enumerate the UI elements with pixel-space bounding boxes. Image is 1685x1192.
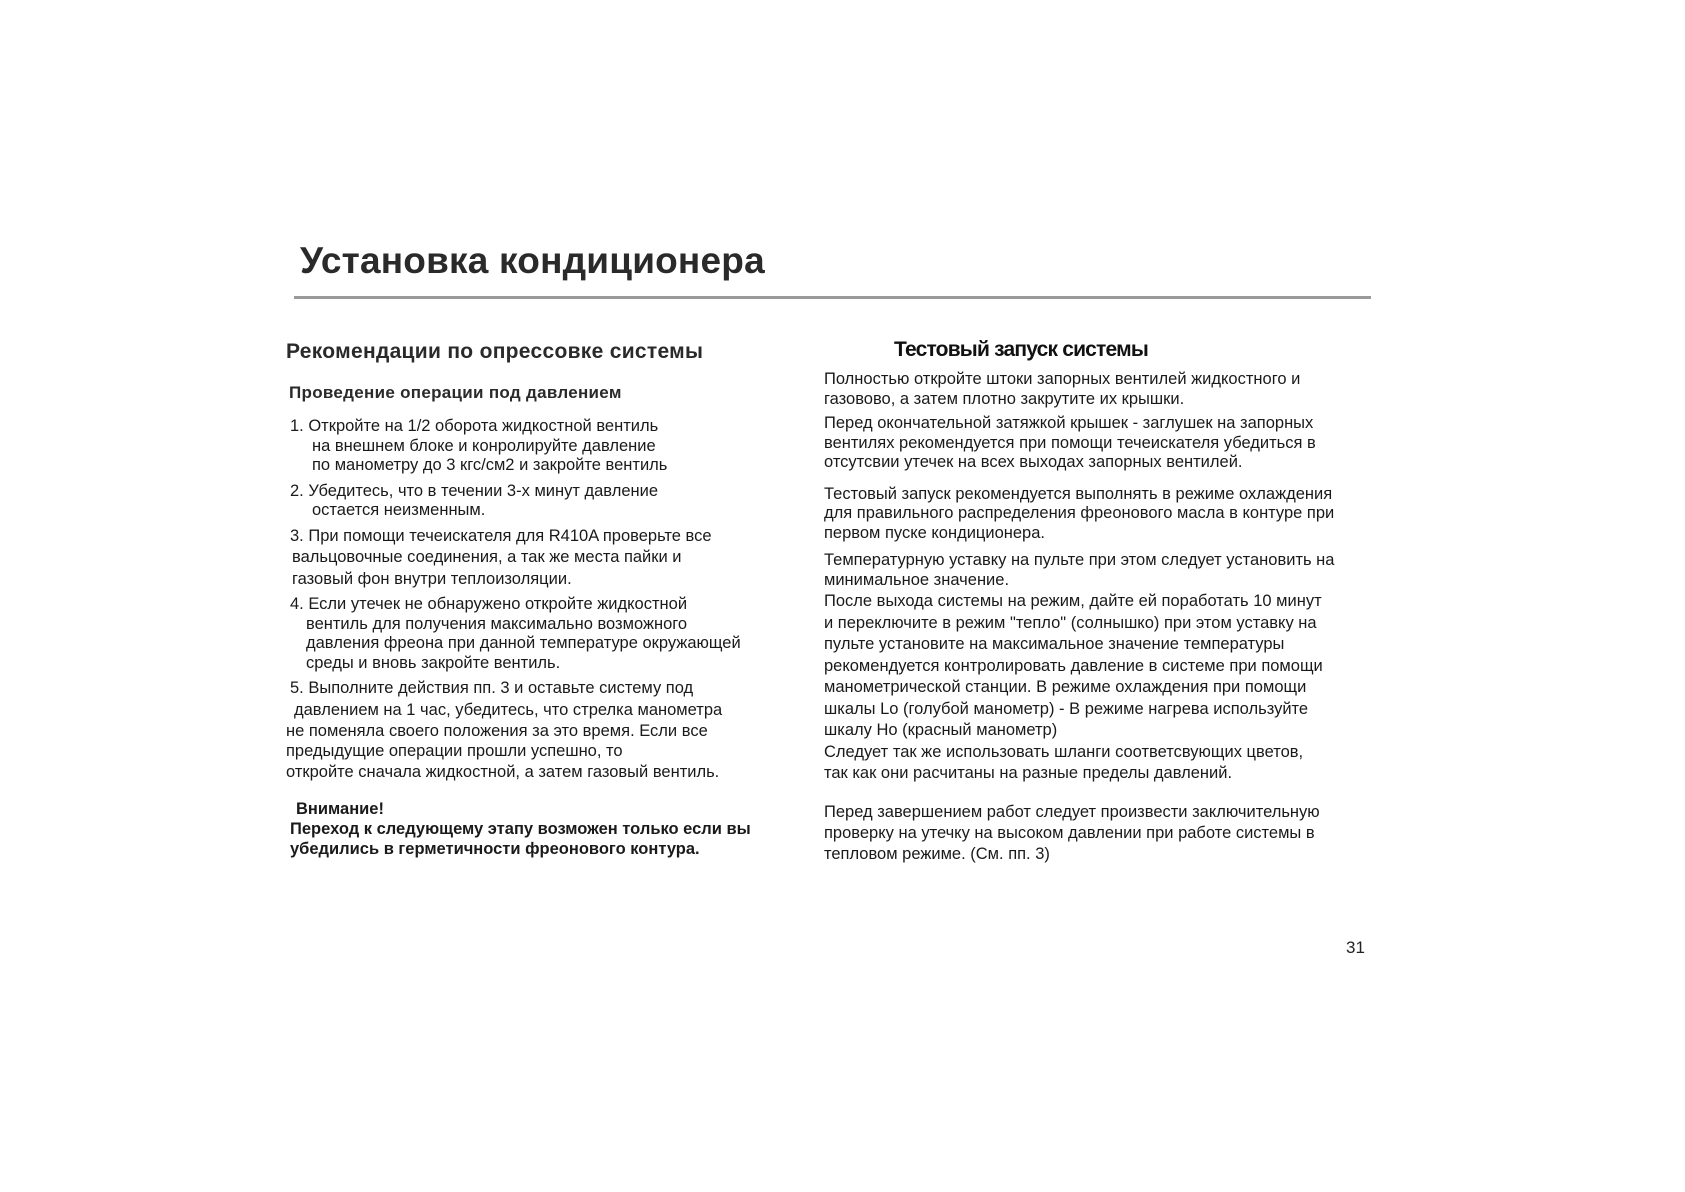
step-line: 2. Убедитесь, что в течении 3-х минут давление [290, 481, 659, 500]
paragraph-line: После выхода системы на режим, дайте ей поработать 10 минут [824, 592, 1322, 610]
paragraph-line: тепловом режиме. (См. пп. 3) [824, 844, 1050, 863]
step-2 [286, 482, 826, 521]
paragraph-line: для правильного распределения фреонового масла в контуре при [824, 504, 1335, 522]
step-line: среды и вновь закройте вентиль. [306, 653, 561, 672]
paragraph-line: отсутсвии утечек на всех выходах запорных вентилей. [824, 453, 1243, 471]
paragraph-line: шкалу Ho (красный манометр) [824, 721, 1058, 739]
paragraph-line: шкалы Lo (голубой манометр) - В режиме нагрева используйте [824, 699, 1309, 718]
step-line: 4. Если утечек не обнаружено откройте жидкостной [290, 595, 688, 613]
warning-line: Переход к следующему этапу возможен только если вы [290, 819, 751, 838]
paragraph-4 [824, 551, 1399, 784]
step-line: 3. При помощи течеискателя для R410A проверьте все [290, 526, 712, 545]
test-run-heading: Тестовый запуск системы [894, 338, 1149, 361]
step-line: вальцовочные соединения, а так же места пайки и [292, 548, 682, 566]
pressure-test-heading: Рекомендации по опрессовке системы [286, 340, 704, 363]
paragraph-3 [824, 485, 1399, 544]
step-line: 1. Откройте на 1/2 оборота жидкостной вентиль [290, 417, 659, 435]
pressure-operation-subheading: Проведение операции под давлением [289, 383, 622, 402]
paragraph-line: рекомендуется контролировать давление в системе при помощи [824, 656, 1323, 675]
paragraph-line: минимальное значение. [824, 570, 1010, 589]
paragraph-line: проверку на утечку на высоком давлении при работе системы в [824, 823, 1315, 842]
paragraph-line: Следует так же использовать шланги соответсвующих цветов, [824, 742, 1304, 761]
title-divider [294, 296, 1371, 299]
paragraph-line: газовово, а затем плотно закрутите их крышки. [824, 389, 1185, 408]
test-run-paragraphs [824, 370, 1399, 865]
step-line: на внешнем блоке и конролируйте давление [312, 436, 656, 455]
paragraph-line: вентилях рекомендуется при помощи течеискателя убедиться в [824, 433, 1316, 452]
paragraph-2 [824, 414, 1399, 473]
page-number: 31 [1346, 938, 1365, 957]
test-run-section [824, 338, 1399, 870]
step-1 [286, 417, 826, 476]
page-title: Установка кондиционера [300, 240, 765, 281]
paragraph-1 [824, 370, 1399, 409]
warning-line: убедились в герметичности фреонового контура. [290, 839, 700, 858]
paragraph-5 [824, 802, 1399, 865]
step-line: газовый фон внутри теплоизоляции. [292, 569, 572, 588]
step-line: не поменяла своего положения за это время. Если все [286, 722, 708, 740]
paragraph-line: Тестовый запуск рекомендуется выполнять в режиме охлаждения [824, 484, 1333, 503]
paragraph-line: и переключите в режим "тепло" (солнышко) при этом уставку на [824, 613, 1317, 632]
pressure-steps-list [286, 417, 826, 783]
step-5 [286, 679, 826, 783]
step-line: предыдущие операции прошли успешно, то [286, 741, 623, 760]
warning-block [286, 799, 826, 859]
paragraph-line: Температурную уставку на пульте при этом следует установить на [824, 551, 1335, 569]
step-line: остается неизменным. [312, 501, 486, 519]
step-line: вентиль для получения максимально возможного [306, 614, 688, 633]
step-3 [286, 527, 826, 590]
step-line: давлением на 1 час, убедитесь, что стрелка манометра [294, 700, 723, 719]
step-line: откройте сначала жидкостной, а затем газовый вентиль. [286, 763, 720, 781]
paragraph-line: Перед завершением работ следует произвести заключительную [824, 802, 1320, 821]
step-line: давления фреона при данной температуре окружающей [306, 634, 741, 652]
paragraph-line: Полностью откройте штоки запорных вентилей жидкостного и [824, 370, 1301, 388]
pressure-test-section [286, 340, 826, 859]
paragraph-line: первом пуске кондиционера. [824, 523, 1045, 542]
paragraph-line: Перед окончательной затяжкой крышек - заглушек на запорных [824, 414, 1314, 432]
paragraph-line: пульте установите на максимальное значение температуры [824, 635, 1285, 653]
step-4 [286, 595, 826, 673]
paragraph-line: так как они расчитаны на разные пределы давлений. [824, 764, 1233, 782]
step-line: по манометру до 3 кгс/см2 и закройте вентиль [312, 456, 668, 474]
step-line: 5. Выполните действия пп. 3 и оставьте систему под [290, 679, 694, 697]
paragraph-line: манометрической станции. В режиме охлаждения при помощи [824, 678, 1307, 696]
warning-title: Внимание! [296, 799, 384, 818]
